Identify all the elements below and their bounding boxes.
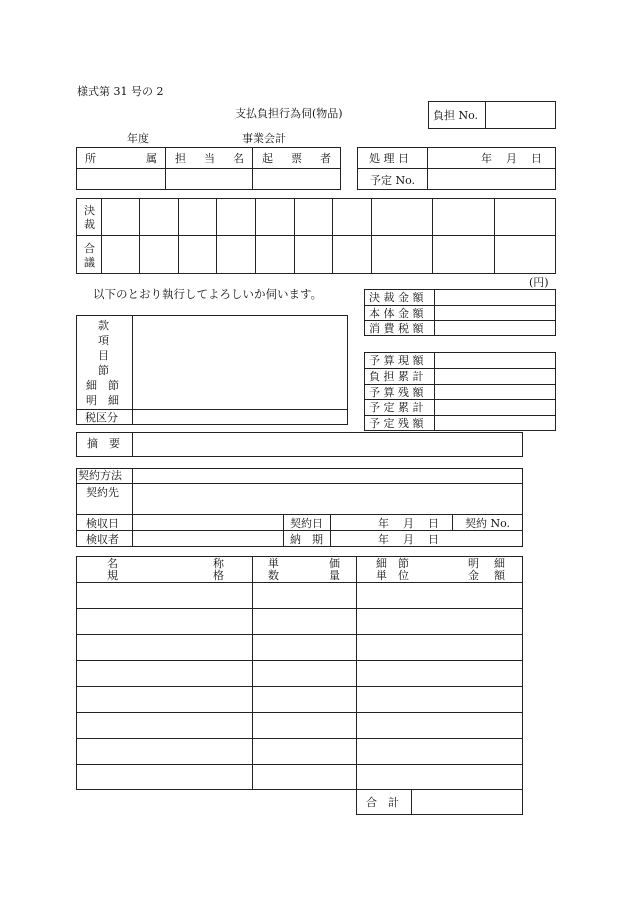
decision-amount-label: 決 裁 金 額: [369, 291, 424, 304]
col-unitprice-1: 単: [268, 557, 279, 570]
contract-date-year: 年: [378, 517, 389, 530]
budget-item-kan: 款: [98, 319, 109, 332]
decision-label-2: 裁: [84, 218, 95, 231]
inspection-date-field[interactable]: [134, 516, 282, 529]
person-label-1: 担: [175, 152, 186, 165]
form-number: 様式第 31 号の 2: [77, 85, 164, 98]
budget-item-setsu: 節: [98, 364, 109, 377]
approval-grid: [76, 198, 556, 274]
affiliation-label-2: 属: [146, 152, 157, 165]
date-year: 年: [481, 152, 492, 165]
burden-cumulative-label: 負 担 累 計: [369, 370, 424, 383]
scheduled-cumulative-label: 予 定 累 計: [369, 401, 424, 414]
person-field[interactable]: [166, 169, 251, 189]
inspection-date-label: 検収日: [86, 517, 119, 530]
table-row[interactable]: [77, 583, 522, 608]
decision-label-1: 決: [84, 204, 95, 217]
affiliation-field[interactable]: [77, 169, 164, 189]
table-row[interactable]: [77, 661, 522, 686]
budget-items-field[interactable]: [134, 317, 346, 407]
col-spec-1: 規: [107, 569, 118, 582]
col-detail-1: 明: [468, 557, 479, 570]
contract-date-label: 契約日: [290, 517, 323, 530]
form-title: 支払負担行為伺(物品): [235, 107, 343, 120]
account-label: 事業会計: [242, 132, 286, 145]
contract-date-month: 月: [403, 517, 414, 530]
drafter-label-2: 票: [291, 152, 302, 165]
scheduled-no-label: 予定 No.: [370, 174, 416, 187]
col-quantity-1: 数: [268, 569, 279, 582]
total-label: 合 計: [366, 796, 399, 809]
burden-no-field[interactable]: [487, 103, 554, 127]
request-text: 以下のとおり執行してよろしいか伺います。: [93, 287, 323, 301]
person-label-3: 名: [233, 152, 244, 165]
contractor-label: 契約先: [86, 486, 119, 499]
budget-item-kou: 項: [98, 334, 109, 347]
col-name-1: 名: [107, 557, 118, 570]
body-amount-label: 本 体 金 額: [369, 307, 424, 320]
drafter-label-3: 者: [320, 152, 331, 165]
consult-label-2: 議: [84, 256, 95, 269]
tax-category-label: 税区分: [85, 411, 118, 424]
col-unit-2: 位: [398, 569, 409, 582]
col-unitprice-2: 価: [329, 557, 340, 570]
col-amount-1: 金: [468, 569, 479, 582]
delivery-day: 日: [428, 533, 439, 546]
consult-label-1: 合: [84, 242, 95, 255]
drafter-label-1: 起: [262, 152, 273, 165]
contract-no-label: 契約 No.: [465, 517, 511, 530]
scheduled-remaining-label: 予 定 残 額: [369, 417, 424, 430]
table-row[interactable]: [77, 739, 522, 764]
col-name-2: 称: [213, 557, 224, 570]
tax-amount-label: 消 費 税 額: [369, 322, 424, 335]
delivery-label: 納 期: [290, 533, 323, 546]
budget-item-meisai: 明 細: [86, 394, 119, 407]
contract-method-label: 契約方法: [78, 469, 122, 482]
date-month: 月: [506, 152, 517, 165]
col-detail-2: 細: [494, 557, 505, 570]
table-row[interactable]: [77, 765, 522, 789]
budget-item-saisetsu: 細 節: [86, 379, 119, 392]
contractor-field[interactable]: [134, 485, 521, 513]
contract-date-day: 日: [428, 517, 439, 530]
table-row[interactable]: [77, 687, 522, 712]
inspector-label: 検収者: [86, 533, 119, 546]
table-row[interactable]: [77, 635, 522, 660]
total-field[interactable]: [413, 791, 521, 813]
person-label-2: 当: [204, 152, 215, 165]
summary-label: 摘 要: [87, 437, 120, 450]
col-unit-1: 単: [376, 569, 387, 582]
inspector-field[interactable]: [134, 532, 282, 546]
col-quantity-2: 量: [329, 569, 340, 582]
drafter-field[interactable]: [253, 169, 340, 189]
table-row[interactable]: [77, 609, 522, 634]
processing-date-label: 処 理 日: [369, 152, 409, 165]
yen-unit: (円): [529, 276, 549, 289]
scheduled-no-field[interactable]: [429, 169, 555, 189]
contract-method-field[interactable]: [134, 470, 521, 482]
col-spec-2: 格: [213, 569, 224, 582]
delivery-month: 月: [403, 533, 414, 546]
summary-field[interactable]: [134, 434, 521, 455]
col-subsection-1: 細: [376, 557, 387, 570]
col-amount-2: 額: [494, 569, 505, 582]
budget-current-label: 予 算 現 額: [369, 354, 424, 367]
affiliation-label-1: 所: [85, 152, 96, 165]
budget-remaining-label: 予 算 残 額: [369, 386, 424, 399]
burden-no-label: 負担 No.: [433, 109, 479, 122]
table-row[interactable]: [77, 713, 522, 738]
col-subsection-2: 節: [398, 557, 409, 570]
delivery-year: 年: [378, 533, 389, 546]
fiscal-year-label: 年度: [127, 132, 149, 145]
date-day: 日: [531, 152, 542, 165]
budget-item-moku: 目: [98, 349, 109, 362]
tax-category-field[interactable]: [134, 411, 346, 424]
